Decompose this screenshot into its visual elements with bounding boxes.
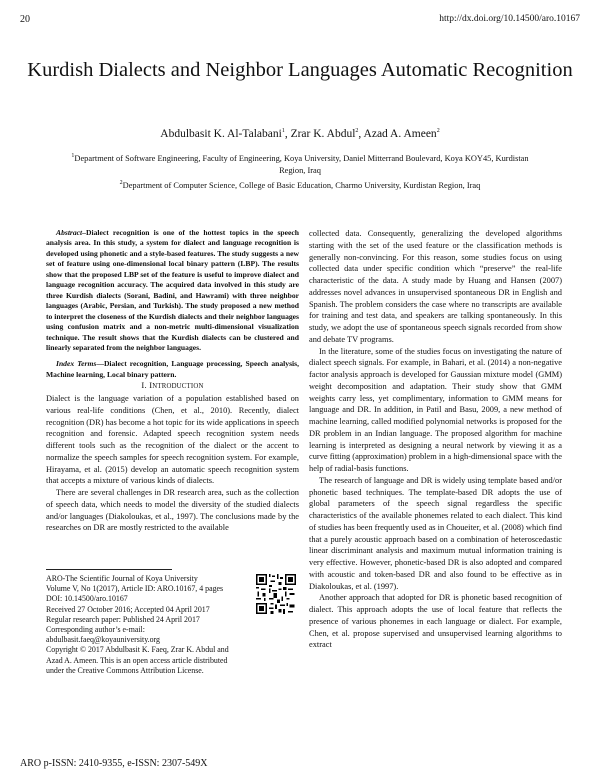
doi-text: DOI: 10.14500/aro.10167	[46, 594, 128, 604]
author-name: Abdulbasit K. Al-Talabani	[160, 128, 282, 140]
dates: Received 27 October 2016; Accepted 04 April 2017	[46, 604, 210, 614]
abstract-text: –Dialect recognition is one of the hottest topics in the speech analysis area. In this study, a system for dialect and language recognition is developed using phonetic and a style-based features. The study suggests a new set of feature using one-dimensional local binary pattern (LBP). The results show that the proposed LBP set of the feature is useful to improve dialect and language recognition accuracy. The acquired data involved in this study are three Kurdish dialects (Sorani, Badini, and Hawrami) with three neighbor languages (Arabic, Persian, and Turkish). The study proposed a new method to interpret the closeness of the Kurdish dialects and their neighbor languages using confusion matrix and a non-metric multi-dimensional visualization technique. The result shows that the Kurdish dialects can be clustered and linearly separated from the neighbor languages.	[46, 228, 299, 352]
affiliation-mark: 1	[281, 128, 285, 135]
paragraph: Dialect is the language variation of a population established based on various real-life conditions (Chen, et al., 2010). Recently, dialect recognition (DR) has become a hot topic for its wide applications in speech recognition and forensic. Adapted speech recognition system needs different tools such as the recognition of the dialect or the accent to normalize the speech samples for speech recognition system. For example, Hirayama, et al. (2015) develop an automatic speech recognition system that accepts a mixture of various kinds of dialects.	[46, 394, 299, 486]
author-name: Zrar K. Abdul	[290, 128, 356, 140]
section-title-rest: NTRODUCTION	[152, 383, 204, 391]
doi-link[interactable]: http://dx.doi.org/10.14500/aro.10167	[439, 14, 580, 24]
correspondence: Corresponding author’s e-mail: abdulbasit.faeq@koyauniversity.org	[46, 625, 160, 645]
author-name: Azad A. Ameen	[363, 128, 437, 140]
left-column	[46, 228, 299, 534]
section-number: I.	[141, 380, 147, 391]
paragraph: There are several challenges in DR research area, such as the collection of speech data, which needs to model the diversity of the studied dialects and/or languages (Diakoloukas, et al., 1997). The conclusions made by the researches on DR are mostly restricted to the available	[46, 488, 299, 533]
section-heading	[46, 380, 299, 393]
page-number: 20	[20, 14, 30, 25]
affiliation-mark: 2	[436, 128, 440, 135]
affiliation-mark: 2	[355, 128, 359, 135]
author-separator: ,	[284, 128, 291, 140]
index-terms	[46, 359, 299, 380]
affiliation-text: Department of Computer Science, College of Basic Education, Charmo University, Kurdistan Region, Iraq	[122, 181, 481, 190]
author-list	[20, 128, 580, 140]
paper-title: Kurdish Dialects and Neighbor Languages Automatic Recognition	[27, 59, 573, 81]
index-terms-label: Index Terms	[56, 359, 97, 369]
abstract	[46, 228, 299, 353]
paragraph: collected data. Consequently, generalizing the developed algorithms starting with the set of the used feature or the classification methods is generally non-convincing. For this reason, some studies focus on using collected data under specific condition which “preserve” the real-life characteristic of the data. A study made by Huang and Hansen (2007) addresses novel advances in unsupervised spontaneous DR in English and Spanish. The problem considers the case where no transcripts are available for training and test data, and speakers are talking spontaneously. In this study, we adopt the use of spontaneous speech signals recorded from show and debate TV programs.	[309, 229, 562, 344]
paragraph: Another approach that adopted for DR is phonetic based recognition of dialect. This approach adopts the use of local feature that reflects the presence of various phonemes in each language or dialect. For example, Chen, et al. propose supervised and unsupervised learning algorithms to extract	[309, 593, 562, 650]
published-info: Regular research paper: Published 24 April 2017	[46, 614, 200, 624]
index-terms-text: —Dialect recognition, Language processing, Speech analysis, Machine learning, Local binary pattern.	[46, 359, 299, 379]
footnote-divider	[46, 569, 172, 570]
right-column	[309, 228, 562, 651]
qr-code-icon	[256, 574, 296, 614]
affiliation-mark: 1	[71, 153, 75, 160]
paragraph: The research of language and DR is widely using template based and/or phonetic based techniques. The template-based DR adopts the use of global parameters of the speech signal regardless the specific characteristics of the available phonemes related to each dialect. This kind of studies has been frequently used as in Choueiter, et al. (2008) which find that a purely acoustic approach based on a combination of heteroscedastic linear discriminant analysis and maximum mutual information training is very effective. However, phonetic-based DR is also adopted and compared with acoustic and token-based DR and also found to be effective as in Diakoloukas, et al. (1997).	[309, 475, 562, 591]
journal-name: ARO-The Scientific Journal of Koya University	[46, 574, 198, 583]
volume-info: Volume V, No 1(2017), Article ID: ARO.10167, 4 pages	[46, 584, 224, 594]
copyright: Copyright © 2017 Abdulbasit K. Faeq, Zrar K. Abdul and Azad A. Ameen. This is an open access article distributed under the Creative Commons Attribution License.	[46, 645, 229, 675]
affiliation-text: Department of Software Engineering, Faculty of Engineering, Koya University, Daniel Mitterrand Boulevard, Koya KOY45, Kurdistan Region, Iraq	[74, 154, 529, 175]
author-separator: ,	[358, 128, 364, 140]
issn: ARO p-ISSN: 2410-9355, e-ISSN: 2307-549X	[20, 758, 208, 769]
affiliation-1	[60, 153, 540, 176]
section-title-initial: I	[149, 380, 153, 391]
abstract-label: Abstract	[56, 228, 83, 237]
affiliation-mark: 2	[119, 180, 123, 187]
footnote	[46, 574, 246, 676]
paragraph: In the literature, some of the studies focus on investigating the nature of dialect speech signals. For example, in Bahari, et al. (2014) a non-negative factor analysis approach is developed for Gaussian mixture model (GMM) weight decomposition and adaptation. Their study show that GMM weights carry less, yet complimentary, information to GMM means for language and DR. In addition, in Patil and Basu, 2009, a new method of machine learning, called modified polynomial networks is proposed for the DR problem in an Indian language. The proposed algorithm for machine learning is interpreted as designing a neural network by viewing it as a curve fitting (approximation) problem in a high-dimensional space with the help of radial-basis functions.	[309, 346, 562, 473]
affiliation-2	[60, 180, 540, 192]
